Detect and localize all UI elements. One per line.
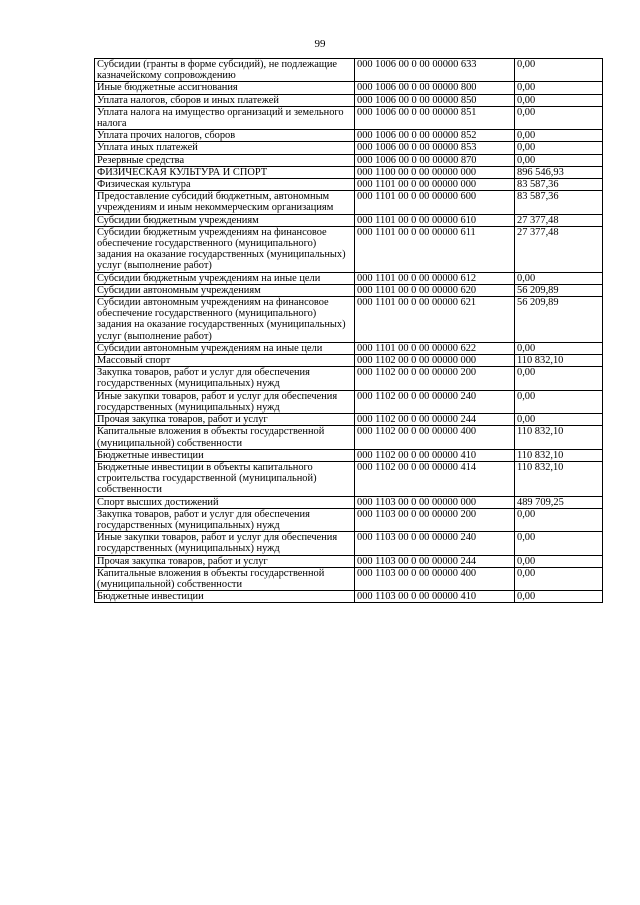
table-row	[95, 555, 603, 567]
row-name-cell: Уплата прочих налогов, сборов	[95, 130, 355, 142]
row-name-cell: Субсидии бюджетным учреждениям на иные цели	[95, 272, 355, 284]
table-row	[95, 214, 603, 226]
row-name-cell: Субсидии автономным учреждениям	[95, 284, 355, 296]
table-row	[95, 284, 603, 296]
row-amount-cell: 110 832,10	[515, 461, 603, 496]
row-name-cell: Уплата налога на имущество организаций и земельного налога	[95, 106, 355, 129]
row-amount-cell: 56 209,89	[515, 297, 603, 343]
table-row	[95, 59, 603, 82]
row-name-cell: Иные бюджетные ассигнования	[95, 82, 355, 94]
row-amount-cell: 56 209,89	[515, 284, 603, 296]
row-name-cell: Субсидии автономным учреждениям на финансовое обеспечение государственного (муниципального) задания на оказание государственных (муниципальных) услуг (выполнение работ)	[95, 297, 355, 343]
row-code-cell: 000 1101 00 0 00 00000 622	[355, 342, 515, 354]
table-row	[95, 367, 603, 390]
table-row	[95, 342, 603, 354]
row-code-cell: 000 1101 00 0 00 00000 621	[355, 297, 515, 343]
row-name-cell: Массовый спорт	[95, 355, 355, 367]
table-row	[95, 94, 603, 106]
row-name-cell: Субсидии (гранты в форме субсидий), не подлежащие казначейскому сопровождению	[95, 59, 355, 82]
row-code-cell: 000 1102 00 0 00 00000 400	[355, 426, 515, 449]
table-row	[95, 591, 603, 603]
row-code-cell: 000 1102 00 0 00 00000 240	[355, 390, 515, 413]
table-row	[95, 142, 603, 154]
row-code-cell: 000 1006 00 0 00 00000 852	[355, 130, 515, 142]
table-row	[95, 461, 603, 496]
row-code-cell: 000 1101 00 0 00 00000 611	[355, 226, 515, 272]
row-amount-cell: 0,00	[515, 342, 603, 354]
row-amount-cell: 83 587,36	[515, 191, 603, 214]
row-code-cell: 000 1100 00 0 00 00000 000	[355, 166, 515, 178]
row-amount-cell: 896 546,93	[515, 166, 603, 178]
row-amount-cell: 0,00	[515, 154, 603, 166]
row-name-cell: Бюджетные инвестиции	[95, 591, 355, 603]
row-code-cell: 000 1006 00 0 00 00000 633	[355, 59, 515, 82]
row-code-cell: 000 1103 00 0 00 00000 244	[355, 555, 515, 567]
row-amount-cell: 0,00	[515, 555, 603, 567]
table-row	[95, 355, 603, 367]
row-amount-cell: 27 377,48	[515, 214, 603, 226]
row-code-cell: 000 1101 00 0 00 00000 000	[355, 179, 515, 191]
table-row	[95, 166, 603, 178]
table-row	[95, 390, 603, 413]
row-code-cell: 000 1006 00 0 00 00000 850	[355, 94, 515, 106]
table-row	[95, 154, 603, 166]
row-code-cell: 000 1102 00 0 00 00000 244	[355, 414, 515, 426]
table-row	[95, 414, 603, 426]
row-code-cell: 000 1101 00 0 00 00000 612	[355, 272, 515, 284]
table-row	[95, 567, 603, 590]
row-code-cell: 000 1103 00 0 00 00000 000	[355, 496, 515, 508]
row-name-cell: Уплата налогов, сборов и иных платежей	[95, 94, 355, 106]
row-code-cell: 000 1006 00 0 00 00000 851	[355, 106, 515, 129]
table-row	[95, 297, 603, 343]
row-amount-cell: 0,00	[515, 567, 603, 590]
table-row	[95, 130, 603, 142]
row-amount-cell: 83 587,36	[515, 179, 603, 191]
row-code-cell: 000 1103 00 0 00 00000 240	[355, 532, 515, 555]
row-amount-cell: 0,00	[515, 591, 603, 603]
row-name-cell: ФИЗИЧЕСКАЯ КУЛЬТУРА И СПОРТ	[95, 166, 355, 178]
row-amount-cell: 0,00	[515, 390, 603, 413]
row-name-cell: Субсидии бюджетным учреждениям на финансовое обеспечение государственного (муниципального) задания на оказание государственных (муниципальных) услуг (выполнение работ)	[95, 226, 355, 272]
row-name-cell: Закупка товаров, работ и услуг для обеспечения государственных (муниципальных) нужд	[95, 508, 355, 531]
table-row	[95, 106, 603, 129]
page-number: 99	[314, 38, 326, 50]
row-name-cell: Иные закупки товаров, работ и услуг для обеспечения государственных (муниципальных) нужд	[95, 532, 355, 555]
row-code-cell: 000 1101 00 0 00 00000 600	[355, 191, 515, 214]
row-name-cell: Физическая культура	[95, 179, 355, 191]
row-name-cell: Иные закупки товаров, работ и услуг для обеспечения государственных (муниципальных) нужд	[95, 390, 355, 413]
row-amount-cell: 0,00	[515, 106, 603, 129]
row-name-cell: Бюджетные инвестиции	[95, 449, 355, 461]
row-amount-cell: 0,00	[515, 142, 603, 154]
row-amount-cell: 0,00	[515, 367, 603, 390]
row-amount-cell: 110 832,10	[515, 355, 603, 367]
row-amount-cell: 0,00	[515, 94, 603, 106]
table-row	[95, 179, 603, 191]
row-name-cell: Резервные средства	[95, 154, 355, 166]
row-name-cell: Спорт высших достижений	[95, 496, 355, 508]
row-name-cell: Уплата иных платежей	[95, 142, 355, 154]
row-name-cell: Прочая закупка товаров, работ и услуг	[95, 414, 355, 426]
table-row	[95, 272, 603, 284]
row-amount-cell: 110 832,10	[515, 449, 603, 461]
row-code-cell: 000 1101 00 0 00 00000 610	[355, 214, 515, 226]
row-name-cell: Бюджетные инвестиции в объекты капитального строительства государственной (муниципальной) собственности	[95, 461, 355, 496]
table-row	[95, 191, 603, 214]
table-row	[95, 532, 603, 555]
row-name-cell: Капитальные вложения в объекты государственной (муниципальной) собственности	[95, 567, 355, 590]
row-code-cell: 000 1103 00 0 00 00000 410	[355, 591, 515, 603]
table-row	[95, 449, 603, 461]
row-code-cell: 000 1101 00 0 00 00000 620	[355, 284, 515, 296]
row-name-cell: Прочая закупка товаров, работ и услуг	[95, 555, 355, 567]
row-code-cell: 000 1102 00 0 00 00000 410	[355, 449, 515, 461]
table-row	[95, 508, 603, 531]
table-row	[95, 82, 603, 94]
row-amount-cell: 0,00	[515, 414, 603, 426]
row-amount-cell: 489 709,25	[515, 496, 603, 508]
row-name-cell: Предоставление субсидий бюджетным, автономным учреждениям и иным некоммерческим организациям	[95, 191, 355, 214]
row-amount-cell: 0,00	[515, 532, 603, 555]
row-code-cell: 000 1006 00 0 00 00000 800	[355, 82, 515, 94]
row-amount-cell: 0,00	[515, 272, 603, 284]
row-code-cell: 000 1006 00 0 00 00000 853	[355, 142, 515, 154]
row-code-cell: 000 1102 00 0 00 00000 000	[355, 355, 515, 367]
row-amount-cell: 110 832,10	[515, 426, 603, 449]
row-code-cell: 000 1006 00 0 00 00000 870	[355, 154, 515, 166]
row-amount-cell: 0,00	[515, 130, 603, 142]
row-name-cell: Закупка товаров, работ и услуг для обеспечения государственных (муниципальных) нужд	[95, 367, 355, 390]
row-code-cell: 000 1102 00 0 00 00000 414	[355, 461, 515, 496]
row-amount-cell: 27 377,48	[515, 226, 603, 272]
table-row	[95, 226, 603, 272]
row-name-cell: Субсидии бюджетным учреждениям	[95, 214, 355, 226]
row-amount-cell: 0,00	[515, 82, 603, 94]
row-name-cell: Субсидии автономным учреждениям на иные цели	[95, 342, 355, 354]
row-code-cell: 000 1102 00 0 00 00000 200	[355, 367, 515, 390]
table-row	[95, 496, 603, 508]
row-amount-cell: 0,00	[515, 508, 603, 531]
row-code-cell: 000 1103 00 0 00 00000 400	[355, 567, 515, 590]
budget-table	[94, 58, 603, 603]
row-code-cell: 000 1103 00 0 00 00000 200	[355, 508, 515, 531]
table-row	[95, 426, 603, 449]
row-name-cell: Капитальные вложения в объекты государственной (муниципальной) собственности	[95, 426, 355, 449]
row-amount-cell: 0,00	[515, 59, 603, 82]
